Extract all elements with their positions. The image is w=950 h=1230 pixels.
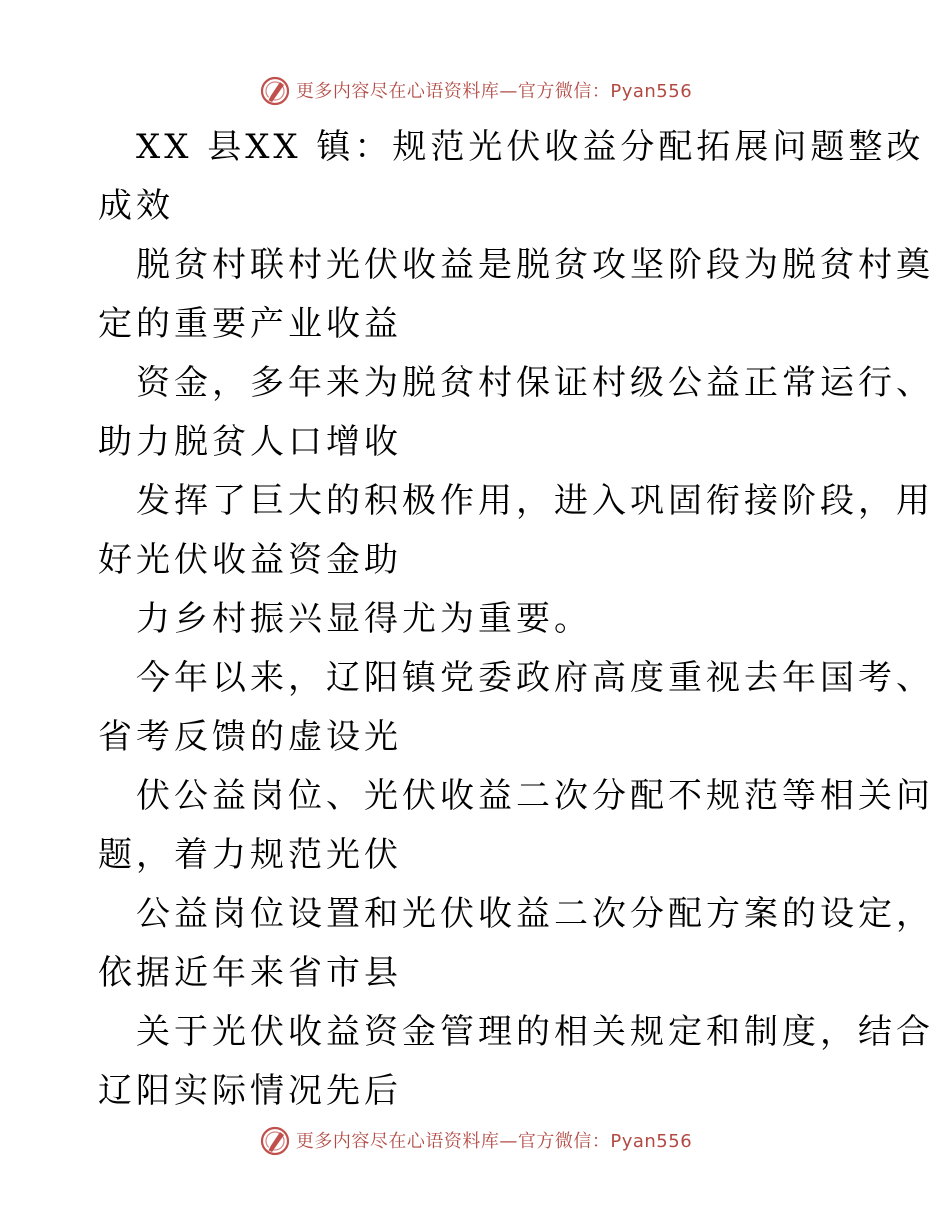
title-line-1: XX 县XX 镇：规范光伏收益分配拓展问题整改 xyxy=(136,127,925,167)
paragraph-line: 今年以来，辽阳镇党委政府高度重视去年国考、 xyxy=(136,658,934,698)
paragraph-line: 公益岗位设置和光伏收益二次分配方案的设定， xyxy=(136,894,934,934)
paragraph-line: 伏公益岗位、光伏收益二次分配不规范等相关问 xyxy=(136,776,934,816)
title-line-2: 成效 xyxy=(98,186,174,226)
header-watermark xyxy=(0,70,950,110)
paragraph-line: 发挥了巨大的积极作用，进入巩固衔接阶段，用 xyxy=(136,481,934,521)
paragraph-line: 力乡村振兴显得尤为重要。 xyxy=(136,599,592,639)
paragraph-line: 依据近年来省市县 xyxy=(98,953,402,993)
watermark-text: 更多内容尽在心语资料库—官方微信：Pyan556 xyxy=(295,81,693,102)
paragraph-line: 脱贫村联村光伏收益是脱贫攻坚阶段为脱贫村奠 xyxy=(136,245,934,285)
pen-nib-logo-icon xyxy=(258,1124,292,1158)
paragraph-line: 定的重要产业收益 xyxy=(98,304,402,344)
document-body xyxy=(98,118,934,1121)
pen-nib-logo-icon xyxy=(258,74,292,108)
paragraph-line: 资金，多年来为脱贫村保证村级公益正常运行、 xyxy=(136,363,934,403)
footer-watermark xyxy=(0,1120,950,1160)
watermark-text: 更多内容尽在心语资料库—官方微信：Pyan556 xyxy=(295,1131,693,1152)
paragraph-line: 好光伏收益资金助 xyxy=(98,540,402,580)
paragraph-line: 题，着力规范光伏 xyxy=(98,835,402,875)
paragraph-line: 辽阳实际情况先后 xyxy=(98,1071,402,1111)
paragraph-line: 助力脱贫人口增收 xyxy=(98,422,402,462)
paragraph-line: 关于光伏收益资金管理的相关规定和制度，结合 xyxy=(136,1012,934,1052)
paragraph-line: 省考反馈的虚设光 xyxy=(98,717,402,757)
